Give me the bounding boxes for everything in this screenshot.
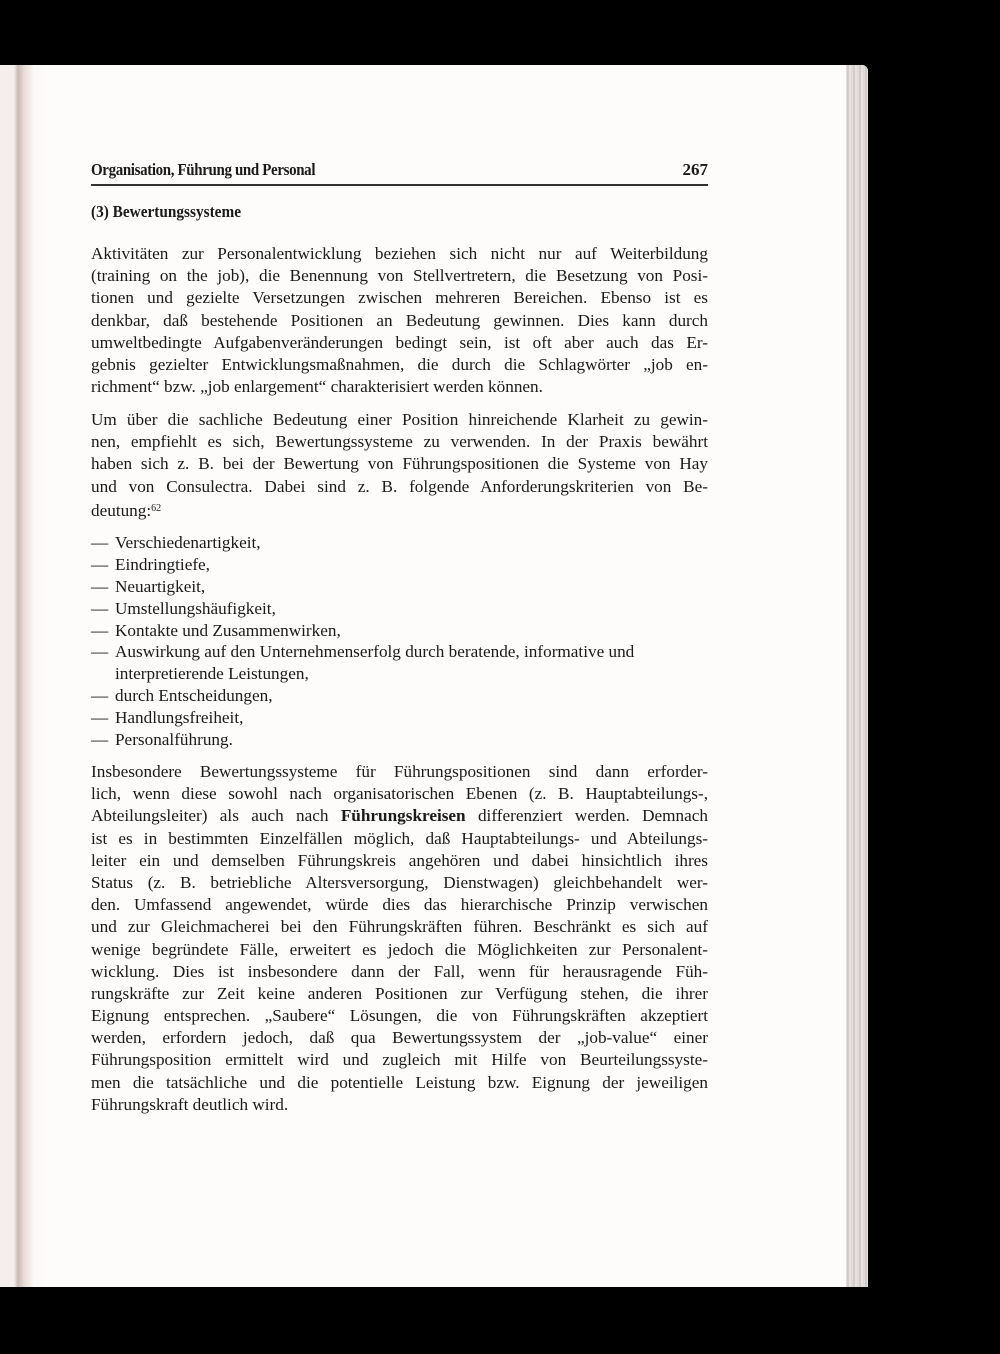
list-item xyxy=(91,598,708,620)
list-item-text: Personalführung. xyxy=(115,730,233,750)
text-line xyxy=(91,498,708,520)
text-line: haben sich z. B. bei der Bewertung von Führungspositionen die Systeme von Hay xyxy=(91,454,708,474)
text-line: denkbar, daß bestehende Positionen an Bedeutung gewinnen. Dies kann durch xyxy=(91,310,708,330)
criteria-list xyxy=(91,532,708,751)
list-item-text: Eindringtiefe, xyxy=(115,554,210,574)
list-dash: — xyxy=(91,576,109,596)
list-dash: — xyxy=(91,686,109,706)
page-edge-stack xyxy=(846,65,868,1287)
text-line: Insbesondere Bewertungssysteme für Führungspositionen sind dann erforder- xyxy=(91,762,708,781)
running-header xyxy=(91,158,708,186)
list-item-text: Kontakte und Zusammenwirken, xyxy=(115,620,341,640)
page-number: 267 xyxy=(682,160,708,179)
text-segment: Abteilungsleiter) als auch nach xyxy=(91,806,341,826)
bold-term: Führungskreisen xyxy=(340,806,466,826)
list-item-text: interpretierende Leistungen, xyxy=(115,664,309,684)
footnote-reference: 62 xyxy=(151,502,162,514)
text-line: umweltbedingte Aufgabenveränderungen bedingt sein, ist oft aber auch das Er- xyxy=(91,332,708,352)
text-line: Führungskraft deutlich wird. xyxy=(91,1094,289,1114)
list-item-text: Handlungsfreiheit, xyxy=(115,708,244,728)
text-line: Führungsposition ermittelt wird und zugleich mit Hilfe von Beurteilungssyste- xyxy=(91,1050,708,1070)
text-line: tionen und gezielte Versetzungen zwischen mehreren Bereichen. Ebenso ist es xyxy=(91,288,708,308)
text-line: rungskräfte zur Zeit keine anderen Positionen zur Verfügung stehen, die ihrer xyxy=(91,983,708,1003)
paragraph-2 xyxy=(91,409,708,520)
section-heading: (3) Bewertungssysteme xyxy=(91,202,241,221)
list-dash: — xyxy=(91,708,109,728)
text-line: den. Umfassend angewendet, würde dies das hierarchische Prinzip verwischen xyxy=(91,895,708,915)
text-segment: differenziert werden. Demnach xyxy=(465,806,708,826)
text-line: wicklung. Dies ist insbesondere dann der Fall, wenn für herausragende Füh- xyxy=(91,961,708,981)
text-line: und von Consulectra. Dabei sind z. B. folgende Anforderungskriterien von Be- xyxy=(91,476,708,496)
list-dash: — xyxy=(91,620,109,640)
text-line: wenige begründete Fälle, erweitert es jedoch die Möglichkeiten zur Personalent- xyxy=(91,939,708,959)
text-line: men die tatsächliche und die potentielle Leistung bzw. Eignung der jeweiligen xyxy=(91,1072,708,1092)
list-indent xyxy=(91,663,115,685)
text-line: und zur Gleichmacherei bei den Führungskräften führen. Beschränkt es sich auf xyxy=(91,917,708,937)
list-dash: — xyxy=(91,554,109,574)
list-item xyxy=(91,729,708,751)
list-item-text: Auswirkung auf den Unternehmenserfolg durch beratende, informative und xyxy=(115,642,635,662)
paragraph-3 xyxy=(91,761,708,1116)
list-item-text: durch Entscheidungen, xyxy=(115,686,273,706)
list-item-text: Verschiedenartigkeit, xyxy=(115,533,261,552)
list-item xyxy=(91,576,708,598)
text-line: Aktivitäten zur Personalentwicklung beziehen sich nicht nur auf Weiterbildung xyxy=(91,244,708,263)
list-item xyxy=(91,554,708,576)
list-item-text: Neuartigkeit, xyxy=(115,576,206,596)
list-dash: — xyxy=(91,533,109,552)
text-segment: deutung: xyxy=(91,500,152,520)
list-item-continuation xyxy=(91,663,708,685)
text-line: ist es in bestimmten Einzelfällen möglich, daß Hauptabteilungs- und Abteilungs- xyxy=(91,828,708,848)
list-dash: — xyxy=(91,730,109,750)
list-item xyxy=(91,685,708,707)
list-item xyxy=(91,620,708,642)
text-line: werden, erfordern jedoch, daß qua Bewertungssystem der „job-value“ einer xyxy=(91,1028,708,1048)
text-line: (training on the job), die Benennung von Stellvertretern, die Besetzung von Posi- xyxy=(91,266,708,286)
page-gutter-shadow xyxy=(0,65,50,1287)
list-dash: — xyxy=(91,642,109,662)
text-line: nen, empfiehlt es sich, Bewertungssysteme zu verwenden. In der Praxis bewährt xyxy=(91,432,708,452)
text-line: Status (z. B. betriebliche Altersversorgung, Dienstwagen) gleichbehandelt wer- xyxy=(91,872,708,892)
text-line xyxy=(91,805,708,827)
list-item xyxy=(91,532,708,554)
paragraph-1 xyxy=(91,243,708,398)
text-line: gebnis gezielter Entwicklungsmaßnahmen, die durch die Schlagwörter „job en- xyxy=(91,354,708,374)
text-line: Um über die sachliche Bedeutung einer Position hinreichende Klarheit zu gewin- xyxy=(91,410,708,429)
text-line: Eignung entsprechen. „Saubere“ Lösungen, die von Führungskräften akzeptiert xyxy=(91,1006,708,1026)
list-item xyxy=(91,641,708,663)
list-item xyxy=(91,707,708,729)
text-line: lich, wenn diese sowohl nach organisatorischen Ebenen (z. B. Hauptabteilungs-, xyxy=(91,784,708,804)
text-line: leiter ein und demselben Führungskreis angehören und dabei hinsichtlich ihres xyxy=(91,850,708,870)
text-line: richment“ bzw. „job enlargement“ charakterisiert werden können. xyxy=(91,377,543,397)
list-dash: — xyxy=(91,598,109,618)
running-header-title: Organisation, Führung und Personal xyxy=(91,160,316,179)
list-item-text: Umstellungshäufigkeit, xyxy=(115,598,276,618)
